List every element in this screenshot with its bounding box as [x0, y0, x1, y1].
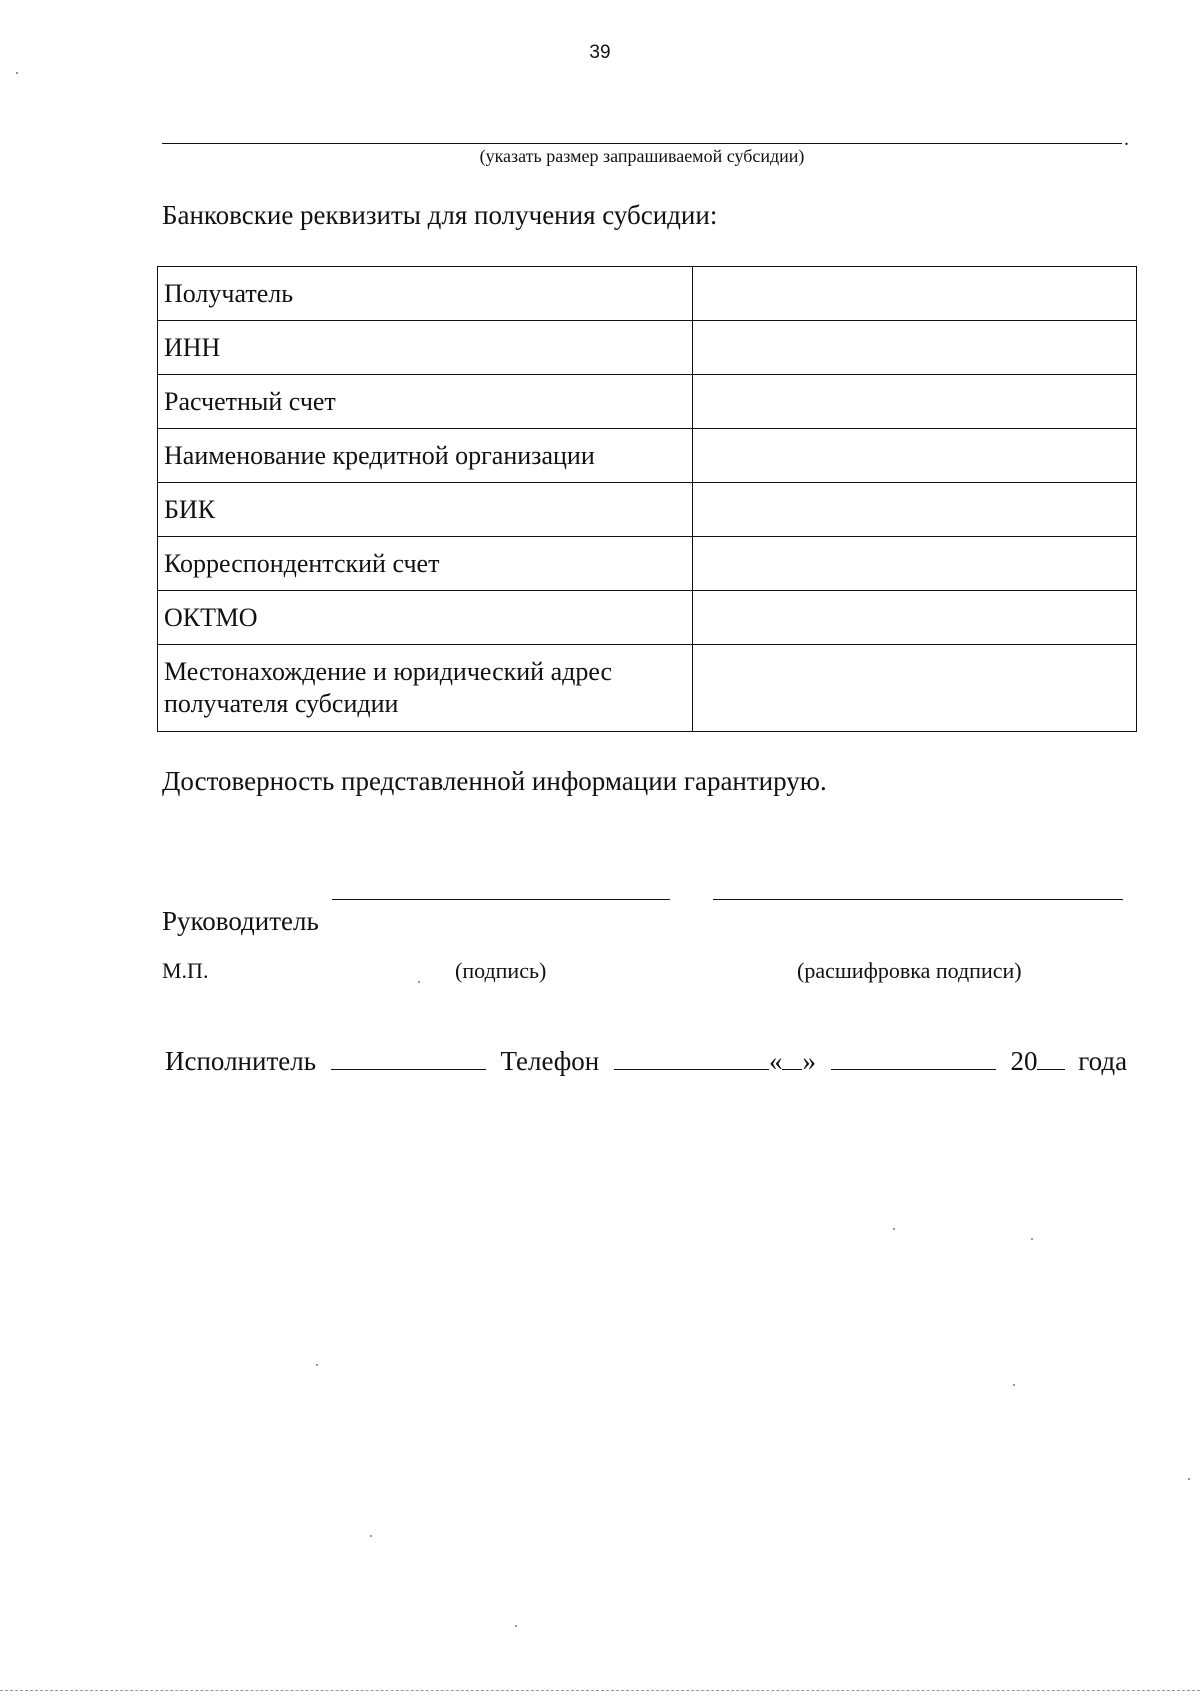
- scan-speck: [1013, 1384, 1015, 1386]
- row-value: [693, 267, 1137, 321]
- table-row: [158, 375, 1137, 429]
- year-line: [1037, 1043, 1065, 1070]
- scan-speck: [316, 1364, 318, 1366]
- day-quote-close: »: [802, 1046, 816, 1076]
- table-row: [158, 267, 1137, 321]
- executor-label: Исполнитель: [165, 1046, 317, 1076]
- page-number: 39: [589, 42, 611, 63]
- executor-line: [331, 1043, 486, 1070]
- scan-speck: [418, 981, 420, 983]
- day-line: [782, 1043, 802, 1070]
- bank-details-heading: Банковские реквизиты для получения субсидии:: [162, 200, 718, 230]
- subsidy-amount-line: [162, 143, 1122, 144]
- table-row: [158, 591, 1137, 645]
- row-value: [693, 483, 1137, 537]
- table-row: [158, 483, 1137, 537]
- row-value: [693, 645, 1137, 732]
- signature-decoding-caption: (расшифровка подписи): [797, 958, 1022, 983]
- guarantee-statement: Достоверность представленной информации гарантирую.: [162, 766, 827, 796]
- row-label: Местонахождение и юридический адрес получателя субсидии: [158, 645, 693, 732]
- stamp-label: М.П.: [162, 958, 209, 983]
- scan-speck: [1031, 1238, 1033, 1240]
- table-row: [158, 537, 1137, 591]
- table-row: [158, 321, 1137, 375]
- row-label: Получатель: [158, 267, 693, 321]
- row-label: ОКТМО: [158, 591, 693, 645]
- month-line: [831, 1043, 996, 1070]
- year-suffix: года: [1078, 1046, 1128, 1076]
- day-quote-open: «: [768, 1046, 783, 1076]
- row-label: ИНН: [158, 321, 693, 375]
- scan-speck: [893, 1228, 895, 1230]
- phone-line: [614, 1043, 769, 1070]
- row-value: [693, 537, 1137, 591]
- scan-speck: [515, 1625, 517, 1627]
- scan-edge: [0, 1690, 1200, 1691]
- row-label: Корреспондентский счет: [158, 537, 693, 591]
- phone-label: Телефон: [500, 1046, 600, 1076]
- row-label: Наименование кредитной организации: [158, 429, 693, 483]
- table-row: [158, 429, 1137, 483]
- scan-speck: [1188, 1478, 1190, 1480]
- subsidy-line-dot: .: [1124, 128, 1129, 150]
- row-value: [693, 375, 1137, 429]
- row-value: [693, 321, 1137, 375]
- subsidy-amount-caption: (указать размер запрашиваемой субсидии): [479, 146, 805, 166]
- row-value: [693, 591, 1137, 645]
- head-label: Руководитель: [162, 906, 319, 936]
- executor-row: [165, 1043, 1127, 1077]
- signature-line: [332, 899, 670, 900]
- bank-details-table: [157, 266, 1137, 732]
- scan-speck: [16, 72, 18, 74]
- signature-decoding-line: [713, 899, 1123, 900]
- signature-caption: (подпись): [455, 958, 547, 983]
- table-row: [158, 645, 1137, 732]
- row-label: БИК: [158, 483, 693, 537]
- row-label: Расчетный счет: [158, 375, 693, 429]
- scan-speck: [370, 1535, 372, 1537]
- year-prefix: 20: [1010, 1046, 1038, 1076]
- row-value: [693, 429, 1137, 483]
